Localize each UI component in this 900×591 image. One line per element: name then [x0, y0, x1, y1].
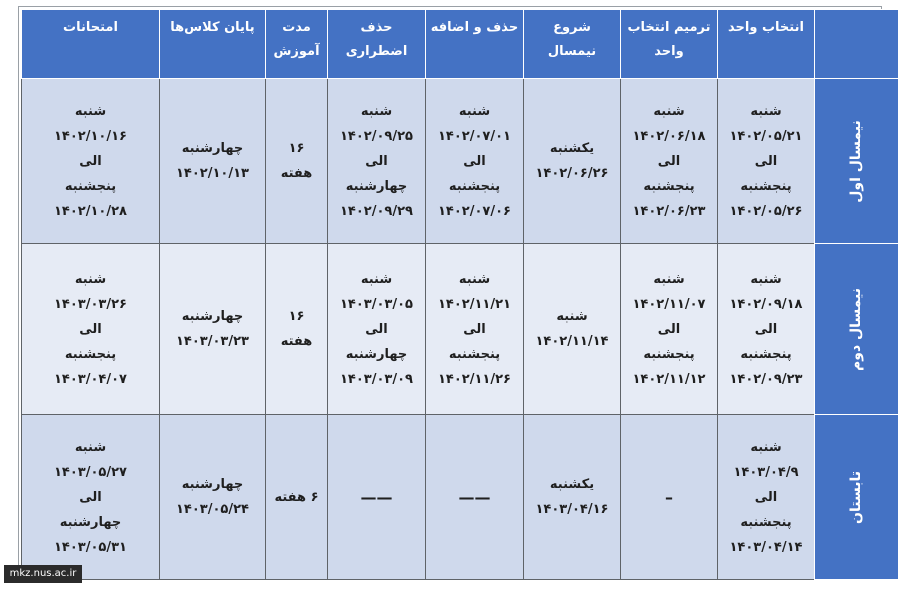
cell-text-line: ۱۴۰۳/۰۳/۰۵ [340, 296, 413, 312]
cell-text-line: چهارشنبه [59, 514, 122, 530]
cell-text-line: ۱۴۰۲/۰۹/۲۳ [729, 371, 803, 387]
header-corner [815, 10, 899, 79]
cell-text-line: شنبه [458, 103, 491, 119]
cell-text-line: شنبه [74, 271, 107, 287]
cell-text-line: ترمیم انتخاب [627, 20, 711, 35]
cell-text-line: ۱۴۰۲/۱۱/۱۴ [535, 334, 609, 349]
cell-semester-start [524, 244, 621, 415]
cell-add-drop [426, 415, 524, 580]
row-label-summer: تابستان [815, 415, 899, 580]
cell-semester-start [524, 79, 621, 244]
cell-text-line: شنبه [360, 103, 393, 119]
table-row-second-semester [22, 244, 899, 415]
cell-text-line: ۱۴۰۳/۰۴/۹ [733, 464, 799, 480]
cell-add-drop [426, 244, 524, 415]
cell-semester-start [524, 415, 621, 580]
cell-text-line: حذف و اضافه [430, 20, 519, 35]
header-unit-amendment [621, 10, 718, 79]
cell-text-line: شنبه [74, 439, 107, 455]
header-unit-selection [718, 10, 815, 79]
cell-text-line: چهارشنبه [181, 309, 244, 324]
cell-text-line: چهارشنبه [181, 477, 244, 492]
cell-text-line: الی [463, 153, 486, 169]
cell-text-line: الی [657, 153, 681, 169]
cell-text-line: ۱۴۰۲/۱۱/۱۲ [632, 371, 706, 387]
cell-text-line: پنجشنبه [64, 346, 117, 362]
cell-text-line: ۱۴۰۳/۰۴/۰۷ [54, 371, 127, 387]
cell-text-line: ۱۴۰۲/۱۱/۲۱ [438, 296, 511, 312]
cell-exams [22, 415, 160, 580]
header-classes-end [160, 10, 266, 79]
cell-text-line: شنبه [556, 309, 588, 324]
cell-text-line: ۱۴۰۲/۱۰/۲۸ [54, 203, 127, 219]
cell-text-line: شنبه [750, 271, 782, 287]
cell-text-line: الی [79, 489, 102, 505]
cell-education-duration [266, 415, 328, 580]
header-emergency-drop [328, 10, 426, 79]
cell-text-line: حذف [360, 20, 393, 35]
cell-text-line: شنبه [750, 439, 782, 455]
row-label-first-semester: نیمسال اول [815, 79, 899, 244]
cell-text-line: پایان کلاس‌ها [170, 20, 255, 35]
cell-text-line: ۱۴۰۳/۰۳/۲۶ [54, 296, 127, 312]
cell-text-line: آموزش [273, 44, 320, 59]
cell-text-line: ۱۴۰۲/۰۵/۲۱ [729, 128, 803, 144]
cell-text-line: ۱۴۰۳/۰۵/۲۴ [176, 502, 249, 517]
cell-text-line: پنجشنبه [740, 178, 792, 194]
cell-text-line: یکشنبه [549, 477, 595, 492]
cell-text-line: امتحانات [63, 20, 118, 35]
cell-text-line: الی [365, 321, 388, 337]
cell-text-line: الی [463, 321, 486, 337]
cell-text-line: ۱۴۰۲/۰۶/۲۶ [535, 166, 609, 181]
cell-text-line: ۱۴۰۲/۰۹/۲۹ [340, 203, 413, 219]
cell-unit-selection [718, 244, 815, 415]
cell-education-duration [266, 244, 328, 415]
cell-text-line: واحد [654, 44, 684, 59]
row-label-second-semester: نیمسال دوم [815, 244, 899, 415]
cell-text-line: الی [657, 321, 681, 337]
cell-text-line: ۱۴۰۳/۰۳/۰۹ [340, 371, 413, 387]
cell-text-line: شروع [553, 20, 591, 35]
cell-text-line: ۱۴۰۲/۰۶/۱۸ [632, 128, 706, 144]
cell-text-line: پنجشنبه [448, 178, 501, 194]
table-row-first-semester [22, 79, 899, 244]
cell-unit-amendment [621, 79, 718, 244]
cell-text-line: ۱۴۰۲/۰۷/۰۶ [438, 203, 511, 219]
cell-text-line: الی [79, 153, 102, 169]
cell-text-line: ۱۴۰۳/۰۴/۱۶ [535, 502, 609, 517]
cell-text-line: ۱۴۰۲/۱۰/۱۳ [176, 166, 249, 181]
cell-text-line: ۱۴۰۲/۱۱/۲۶ [438, 371, 511, 387]
cell-text-line: انتخاب واحد [728, 20, 804, 35]
cell-text-line: مدت [282, 20, 311, 35]
cell-text-line: ۱۴۰۳/۰۵/۳۱ [54, 539, 127, 555]
header-education-duration [266, 10, 328, 79]
cell-classes-end [160, 79, 266, 244]
cell-unit-selection [718, 79, 815, 244]
cell-text-line: – [665, 487, 673, 507]
cell-text-line: اضطراری [345, 44, 408, 59]
cell-text-line: پنجشنبه [740, 346, 792, 362]
cell-text-line: شنبه [653, 271, 685, 287]
cell-unit-selection [718, 415, 815, 580]
cell-text-line: پنجشنبه [643, 178, 695, 194]
cell-unit-amendment [621, 415, 718, 580]
cell-text-line: الی [754, 153, 778, 169]
cell-text-line: شنبه [458, 271, 491, 287]
cell-text-line: شنبه [360, 271, 393, 287]
cell-text-line: الی [365, 153, 388, 169]
cell-text-line: ۱۴۰۳/۰۵/۲۷ [54, 464, 127, 480]
header-semester-start [524, 10, 621, 79]
cell-text-line: —— [458, 487, 491, 507]
cell-text-line: پنجشنبه [448, 346, 501, 362]
cell-text-line: پنجشنبه [64, 178, 117, 194]
cell-classes-end [160, 415, 266, 580]
cell-text-line: ۱۶ [288, 309, 305, 324]
cell-text-line: شنبه [74, 103, 107, 119]
cell-text-line: ۱۴۰۳/۰۴/۱۴ [729, 539, 803, 555]
cell-text-line: الی [754, 489, 778, 505]
cell-emergency-drop [328, 244, 426, 415]
cell-text-line: ۱۴۰۲/۰۹/۲۵ [340, 128, 413, 144]
cell-text-line: الی [79, 321, 102, 337]
table-row-summer [22, 415, 899, 580]
cell-exams [22, 244, 160, 415]
cell-text-line: نیمسال [547, 44, 597, 59]
cell-text-line: ۱۴۰۳/۰۳/۲۳ [176, 334, 249, 349]
cell-text-line: الی [754, 321, 778, 337]
cell-text-line: شنبه [750, 103, 782, 119]
academic-calendar-table [21, 9, 899, 580]
site-logo: mkz.nus.ac.ir [4, 565, 82, 583]
cell-exams [22, 79, 160, 244]
cell-text-line: یکشنبه [549, 141, 595, 156]
cell-text-line: ۱۴۰۲/۰۷/۰۱ [438, 128, 511, 144]
cell-text-line: ۱۴۰۲/۱۱/۰۷ [632, 296, 706, 312]
cell-text-line: ۱۶ [288, 141, 305, 156]
cell-text-line: چهارشنبه [345, 346, 408, 362]
cell-classes-end [160, 244, 266, 415]
cell-text-line: چهارشنبه [181, 141, 244, 156]
cell-text-line: هفته [280, 334, 313, 349]
cell-text-line: ۶ هفته [274, 489, 319, 505]
cell-text-line: هفته [280, 166, 313, 181]
cell-text-line: —— [360, 487, 393, 507]
cell-text-line: پنجشنبه [740, 514, 792, 530]
cell-emergency-drop [328, 79, 426, 244]
cell-text-line: چهارشنبه [345, 178, 408, 194]
cell-text-line: شنبه [653, 103, 685, 119]
cell-add-drop [426, 79, 524, 244]
cell-emergency-drop [328, 415, 426, 580]
cell-text-line: ۱۴۰۲/۰۵/۲۶ [729, 203, 803, 219]
header-exams [22, 10, 160, 79]
cell-education-duration [266, 79, 328, 244]
cell-text-line: ۱۴۰۲/۰۹/۱۸ [729, 296, 803, 312]
cell-text-line: ۱۴۰۲/۰۶/۲۳ [632, 203, 706, 219]
cell-text-line: ۱۴۰۲/۱۰/۱۶ [54, 128, 127, 144]
cell-text-line: پنجشنبه [643, 346, 695, 362]
header-add-drop [426, 10, 524, 79]
cell-unit-amendment [621, 244, 718, 415]
